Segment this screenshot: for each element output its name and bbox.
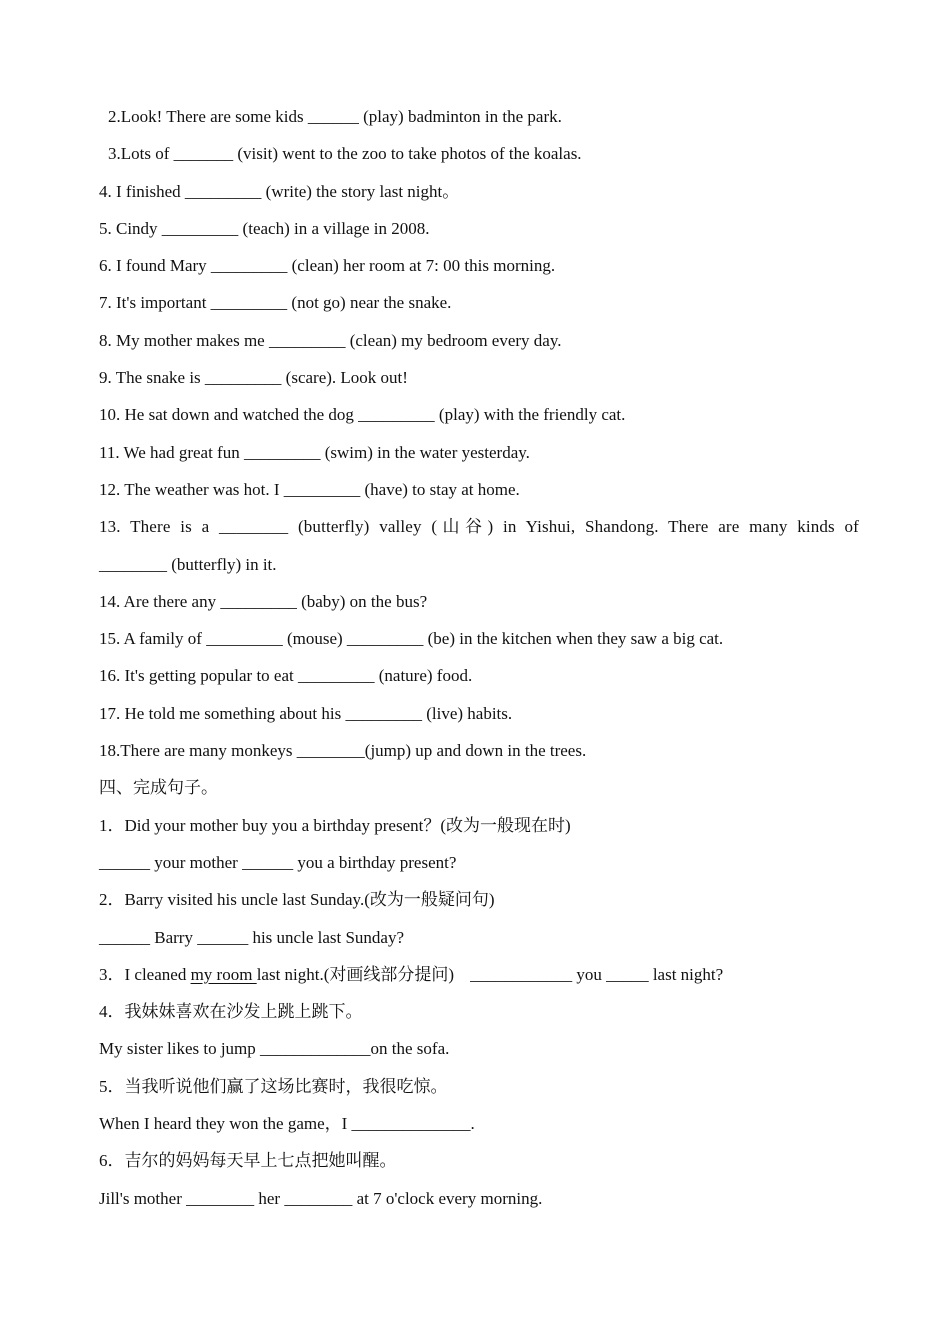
question-10: 10. He sat down and watched the dog _________ (play) with the friendly cat. xyxy=(99,405,626,425)
question-14: 14. Are there any _________ (baby) on the bus? xyxy=(99,591,428,611)
question-18: 18.There are many monkeys ________(jump) up and down in the trees. xyxy=(99,741,587,761)
section-4-q3-after: last night.(对画线部分提问) xyxy=(256,964,455,984)
question-13-line-2: ________ (butterfly) in it. xyxy=(99,554,277,574)
section-4-q4-prompt: 4．我妹妹喜欢在沙发上跳上跳下。 xyxy=(99,1002,363,1022)
section-4-q2-answer: ______ Barry ______ his uncle last Sunday? xyxy=(99,927,405,947)
question-4: 4. I finished _________ (write) the story last night。 xyxy=(99,181,460,201)
question-15: 15. A family of _________ (mouse) _________ (be) in the kitchen when they saw a big cat. xyxy=(99,629,724,649)
question-11: 11. We had great fun _________ (swim) in the water yesterday. xyxy=(99,442,530,462)
question-13-line-1: 13. There is a ________ (butterfly) valley (山谷) in Yishui, Shandong. There are many kinds of xyxy=(99,517,859,537)
question-16: 16. It's getting popular to eat _________ (nature) food. xyxy=(99,666,473,686)
question-12: 12. The weather was hot. I _________ (have) to stay at home. xyxy=(99,479,520,499)
section-4-q3-before: 3．I cleaned xyxy=(99,964,191,984)
question-3: 3.Lots of _______ (visit) went to the zoo to take photos of the koalas. xyxy=(108,144,582,164)
question-5: 5. Cindy _________ (teach) in a village in 2008. xyxy=(99,218,430,238)
question-17: 17. He told me something about his _________ (live) habits. xyxy=(99,703,513,723)
section-4-q6-prompt: 6．吉尔的妈妈每天早上七点把她叫醒。 xyxy=(99,1151,397,1171)
section-4-q6-answer: Jill's mother ________ her ________ at 7 o'clock every morning. xyxy=(99,1188,543,1208)
section-4-q5-prompt: 5．当我听说他们赢了这场比赛时，我很吃惊。 xyxy=(99,1076,448,1096)
section-4-q3 xyxy=(99,956,859,993)
worksheet-content xyxy=(99,98,859,1217)
section-4-q1-prompt: 1．Did your mother buy you a birthday present？(改为一般现在时) xyxy=(99,815,571,835)
section-4-heading: 四、完成句子。 xyxy=(99,778,218,798)
section-4-q5-answer: When I heard they won the game，I ______________. xyxy=(99,1114,475,1134)
question-7: 7. It's important _________ (not go) near the snake. xyxy=(99,293,452,313)
question-2: 2.Look! There are some kids ______ (play) badminton in the park. xyxy=(108,107,562,126)
section-4-q2-prompt: 2．Barry visited his uncle last Sunday.(改为一般疑问句) xyxy=(99,890,495,910)
section-4-q4-answer: My sister likes to jump _____________on the sofa. xyxy=(99,1039,450,1059)
section-4-q3-answer: ____________ you _____ last night? xyxy=(470,964,724,984)
question-6: 6. I found Mary _________ (clean) her room at 7: 00 this morning. xyxy=(99,256,556,276)
question-8: 8. My mother makes me _________ (clean) my bedroom every day. xyxy=(99,330,562,350)
question-9: 9. The snake is _________ (scare). Look out! xyxy=(99,368,408,388)
section-4-q1-answer: ______ your mother ______ you a birthday present? xyxy=(99,852,457,872)
section-4-q3-underlined: my room xyxy=(190,964,257,984)
